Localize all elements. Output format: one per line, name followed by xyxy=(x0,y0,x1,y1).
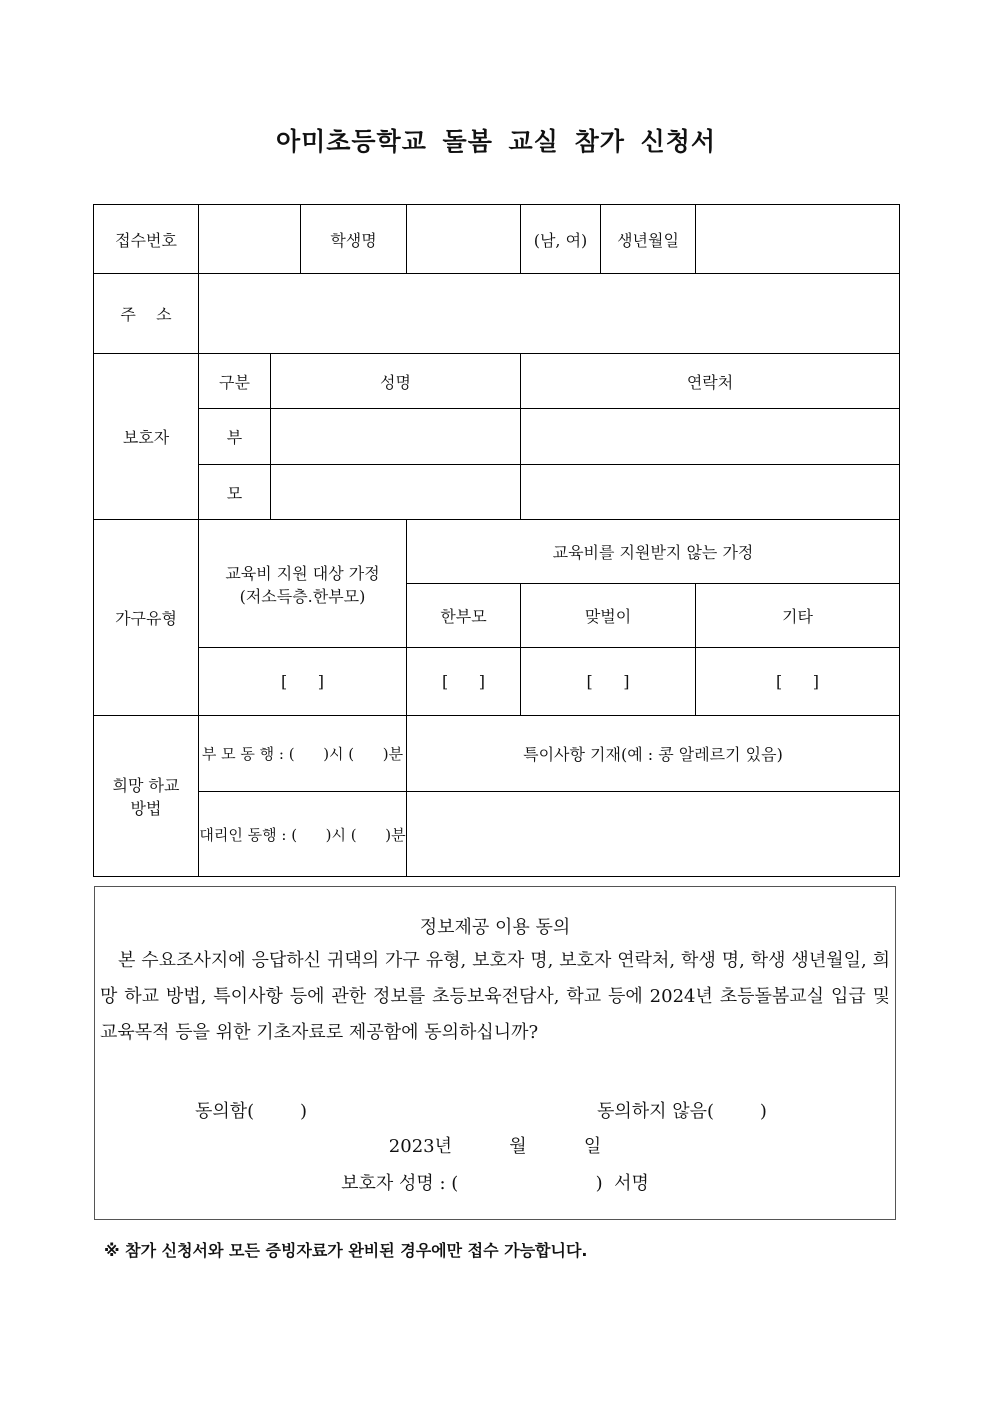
supported-household-header xyxy=(199,520,407,648)
father-contact-field[interactable] xyxy=(521,409,900,465)
dismissal-method-label-line1: 희망 하교 xyxy=(112,776,180,795)
dual-income-checkbox[interactable]: [ ] xyxy=(521,648,696,716)
supported-household-note: (저소득층.한부모) xyxy=(239,586,366,606)
consent-body-text: 본 수요조사지에 응답하신 귀댁의 가구 유형, 보호자 명, 보호자 연락처, 학생 명, 학생 생년월일, 희망 하교 방법, 특이사항 등에 관한 정보를 초등보육전담사, 학교 등에 2024년 초등돌봄교실 입급 및 교육목적 등을 위한 기초자료로 제공함에 동의하십니까? xyxy=(100,950,890,1043)
single-parent-header: 한부모 xyxy=(407,584,521,648)
receipt-number-field[interactable] xyxy=(199,205,301,274)
dual-income-header: 맞벌이 xyxy=(521,584,696,648)
gender-label: (남, 여) xyxy=(521,205,601,274)
parent-pickup-time[interactable]: 부 모 동 행 : ( )시 ( )분 xyxy=(199,716,407,792)
student-name-field[interactable] xyxy=(407,205,521,274)
consent-date[interactable]: 2023년 월 일 xyxy=(388,1136,602,1157)
consent-disagree[interactable]: 동의하지 않음( ) xyxy=(597,1101,767,1122)
consent-box xyxy=(94,886,896,1220)
guardian-signature[interactable]: 보호자 성명 : ( ) 서명 xyxy=(341,1173,649,1194)
proxy-pickup-time[interactable]: 대리인 동행 : ( )시 ( )분 xyxy=(199,792,407,877)
single-parent-checkbox[interactable]: [ ] xyxy=(407,648,521,716)
receipt-number-label: 접수번호 xyxy=(94,205,199,274)
father-label: 부 xyxy=(199,409,271,465)
dismissal-method-label-line2: 방법 xyxy=(130,799,162,818)
address-field[interactable] xyxy=(199,274,900,354)
household-type-label: 가구유형 xyxy=(94,520,199,716)
guardian-category-header: 구분 xyxy=(199,354,271,409)
page-title: 아미초등학교 돌봄 교실 참가 신청서 xyxy=(275,127,717,156)
guardian-label: 보호자 xyxy=(94,354,199,520)
father-name-field[interactable] xyxy=(271,409,521,465)
dismissal-method-label xyxy=(94,716,199,877)
mother-name-field[interactable] xyxy=(271,465,521,520)
consent-agree[interactable]: 동의함( ) xyxy=(195,1101,307,1122)
consent-body xyxy=(100,943,890,1051)
guardian-name-header: 성명 xyxy=(271,354,521,409)
birthdate-label: 생년월일 xyxy=(601,205,696,274)
special-notes-field[interactable] xyxy=(407,792,900,877)
address-label: 주 소 xyxy=(94,274,199,354)
special-notes-header: 특이사항 기재(예 : 콩 알레르기 있음) xyxy=(407,716,900,792)
other-checkbox[interactable]: [ ] xyxy=(696,648,900,716)
consent-title: 정보제공 이용 동의 xyxy=(419,917,571,938)
student-name-label: 학생명 xyxy=(301,205,407,274)
footer-note: ※ 참가 신청서와 모든 증빙자료가 완비된 경우에만 접수 가능합니다. xyxy=(104,1241,588,1260)
mother-contact-field[interactable] xyxy=(521,465,900,520)
guardian-contact-header: 연락처 xyxy=(521,354,900,409)
unsupported-household-header: 교육비를 지원받지 않는 가정 xyxy=(407,520,900,584)
other-header: 기타 xyxy=(696,584,900,648)
mother-label: 모 xyxy=(199,465,271,520)
application-form-table xyxy=(93,204,900,877)
supported-household-title: 교육비 지원 대상 가정 xyxy=(225,563,380,583)
birthdate-field[interactable] xyxy=(696,205,900,274)
supported-household-checkbox[interactable]: [ ] xyxy=(199,648,407,716)
